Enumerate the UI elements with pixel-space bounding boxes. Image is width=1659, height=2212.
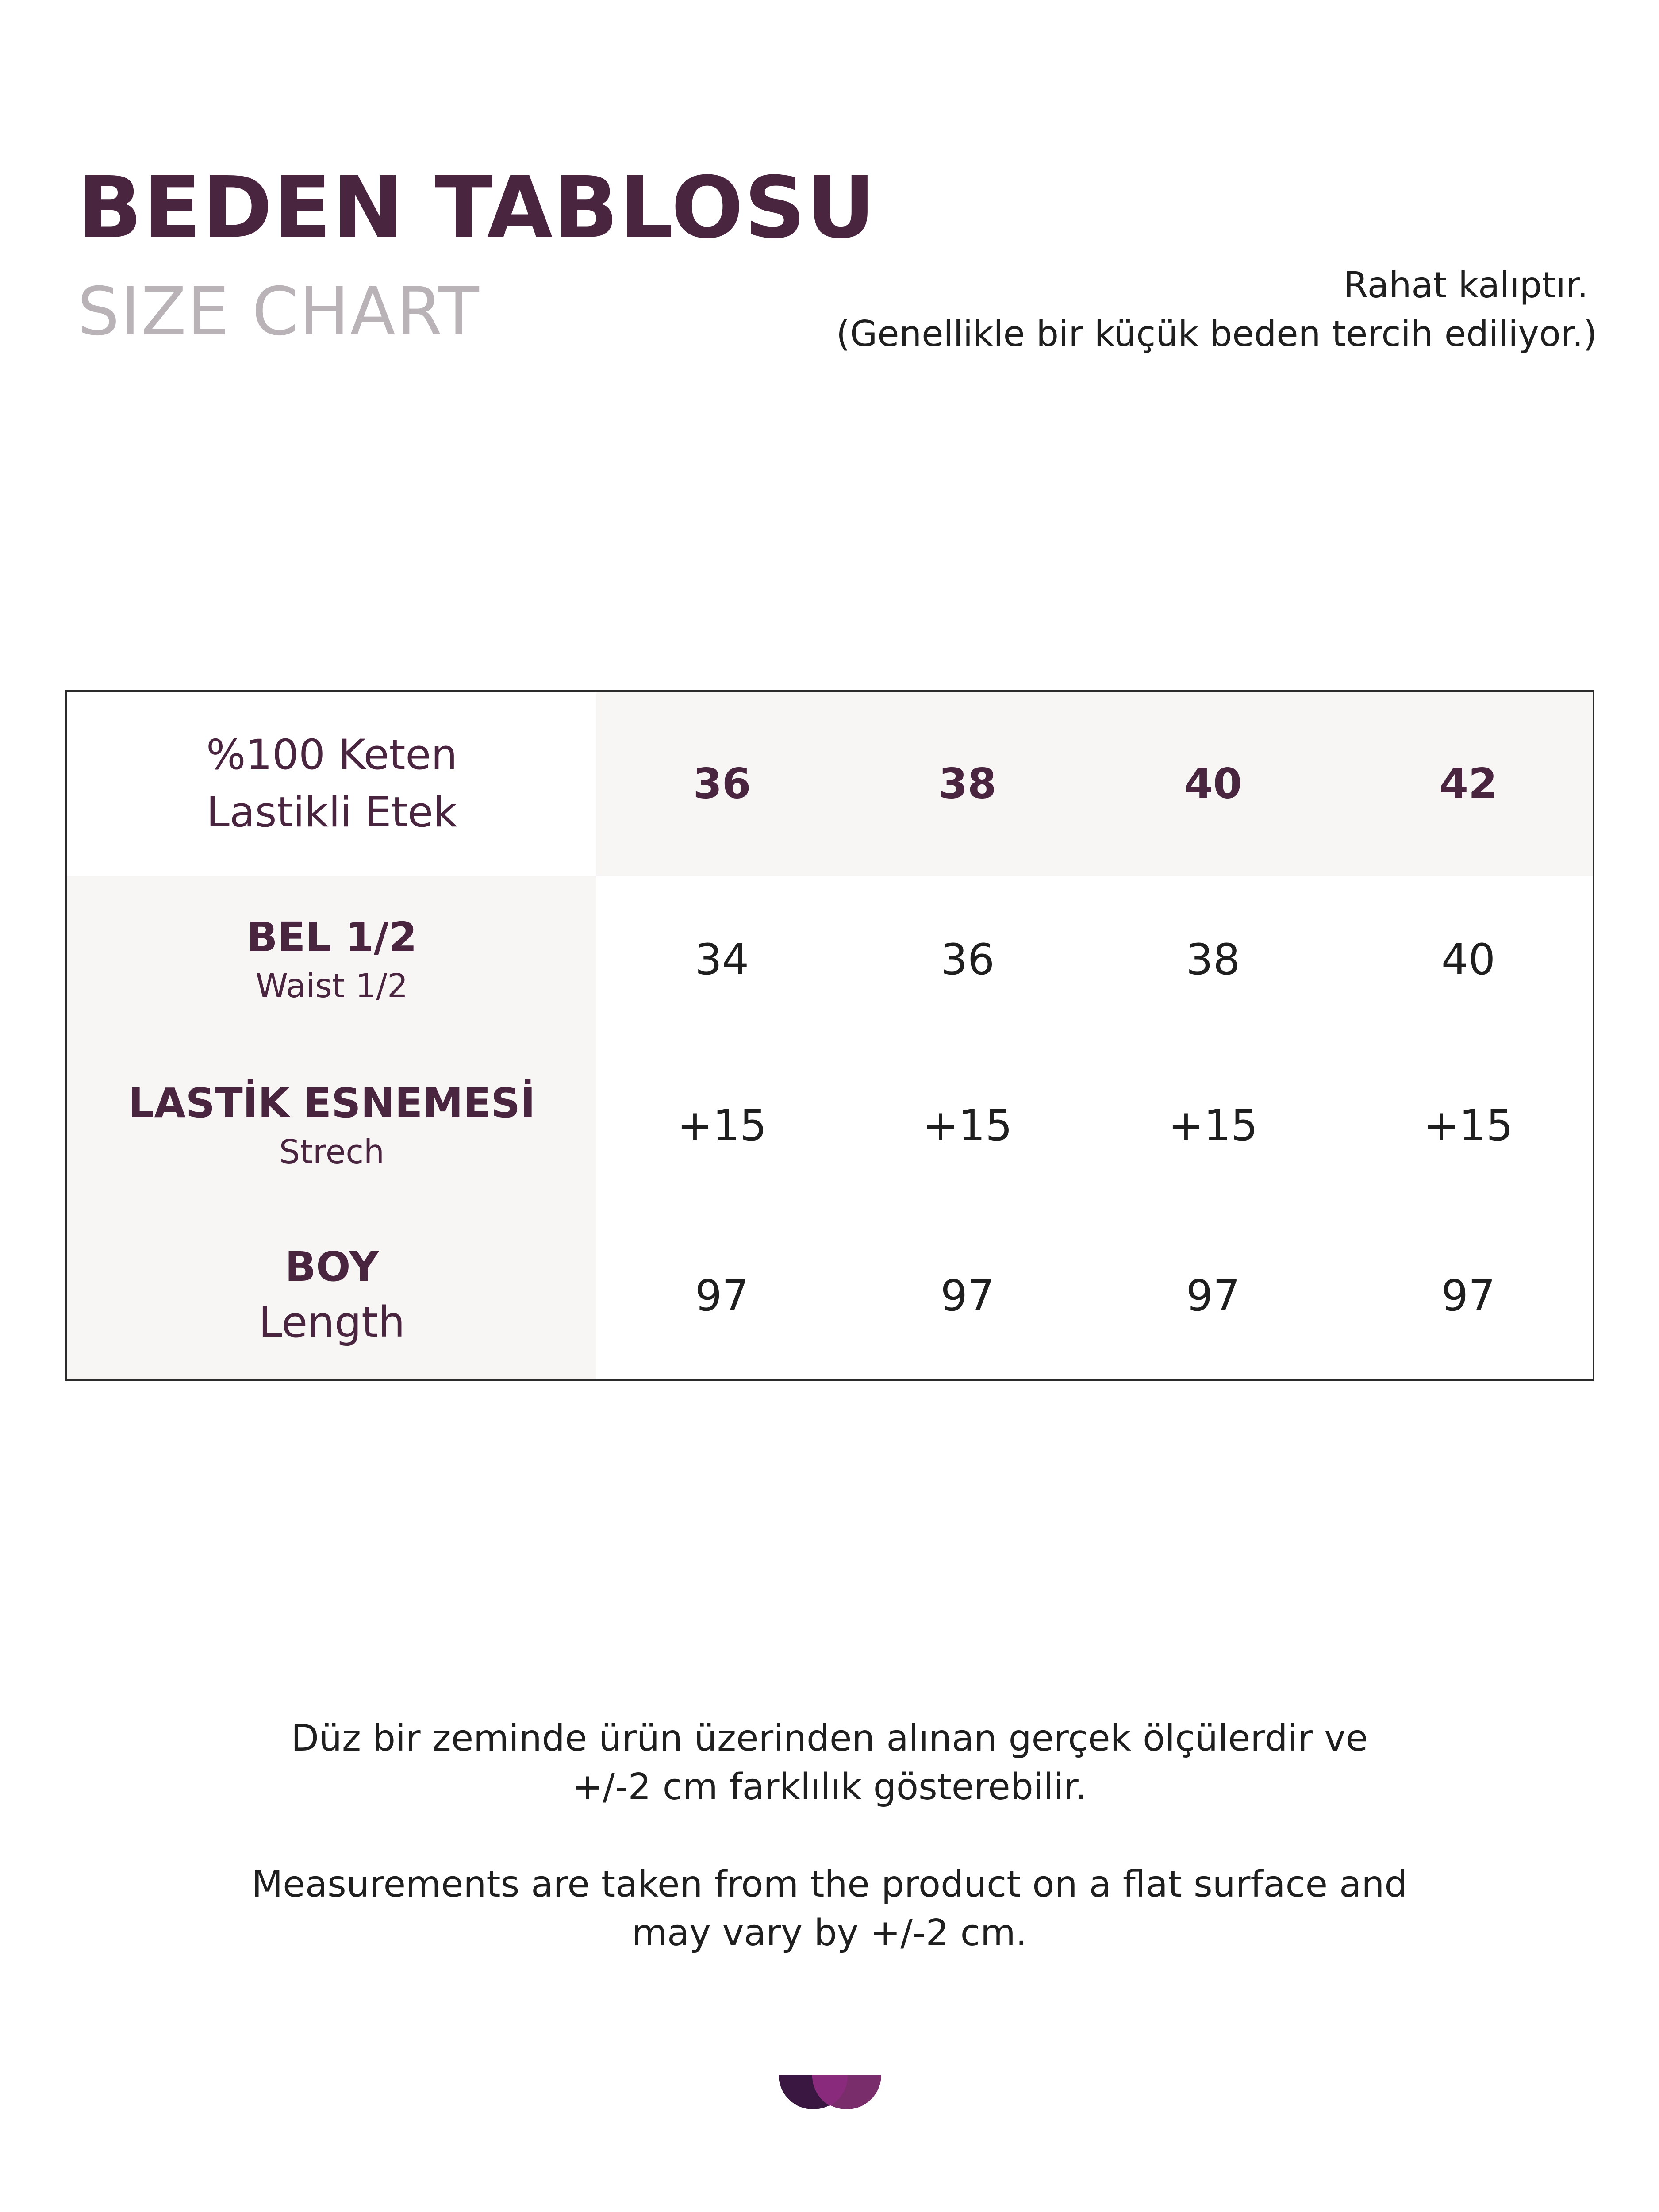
page-subtitle: SIZE CHART	[77, 273, 480, 350]
row-label-stretch	[128, 1077, 535, 1174]
measurement-note-en-line2: may vary by +/-2 cm.	[632, 1912, 1027, 1954]
table-cell: 97	[940, 1271, 995, 1321]
row-label-waist	[246, 911, 417, 1008]
table-cell: 97	[695, 1271, 749, 1321]
brand-logo-icon	[779, 2075, 881, 2111]
table-cell: +15	[922, 1101, 1013, 1150]
table-cell: 40	[1441, 935, 1496, 984]
table-cell: 97	[1441, 1271, 1496, 1321]
product-label-line2: Lastikli Etek	[206, 788, 457, 837]
table-cell: +15	[1168, 1101, 1258, 1150]
fit-note-line1: Rahat kalıptır.	[1343, 265, 1588, 306]
row-label-waist-en: Waist 1/2	[255, 967, 408, 1005]
row-label-stretch-tr: LASTİK ESNEMESİ	[128, 1079, 536, 1127]
row-label-waist-tr: BEL 1/2	[246, 914, 417, 961]
measurement-note-tr-line1: Düz bir zeminde ürün üzerinden alınan gerçek ölçülerdir ve	[291, 1717, 1368, 1759]
product-label	[67, 692, 596, 876]
row-label-length	[258, 1240, 405, 1351]
table-cell: 97	[1186, 1271, 1240, 1321]
size-header-42: 42	[1439, 760, 1498, 808]
measurement-note-tr	[0, 1714, 1659, 1812]
fit-note-line2: (Genellikle bir küçük beden tercih ediliyor.)	[836, 313, 1597, 354]
size-header-36: 36	[693, 760, 751, 808]
measurement-note-en-line1: Measurements are taken from the product on a flat surface and	[251, 1863, 1408, 1905]
page-title: BEDEN TABLOSU	[77, 159, 876, 257]
table-cell: 36	[940, 935, 995, 984]
measurement-note-en	[0, 1860, 1659, 1958]
table-cell: +15	[677, 1101, 767, 1150]
row-label-stretch-en: Strech	[279, 1133, 384, 1171]
table-cell: 38	[1186, 935, 1240, 984]
row-label-length-en: Length	[258, 1298, 405, 1347]
table-cell: +15	[1423, 1101, 1513, 1150]
table-cell: 34	[695, 935, 749, 984]
fit-note	[836, 261, 1597, 358]
size-table	[65, 690, 1594, 1381]
measurement-note-tr-line2: +/-2 cm farklılık gösterebilir.	[572, 1766, 1087, 1808]
product-label-line1: %100 Keten	[206, 731, 457, 779]
size-header-38: 38	[938, 760, 997, 808]
row-label-length-tr: BOY	[285, 1243, 379, 1290]
size-header-40: 40	[1184, 760, 1242, 808]
